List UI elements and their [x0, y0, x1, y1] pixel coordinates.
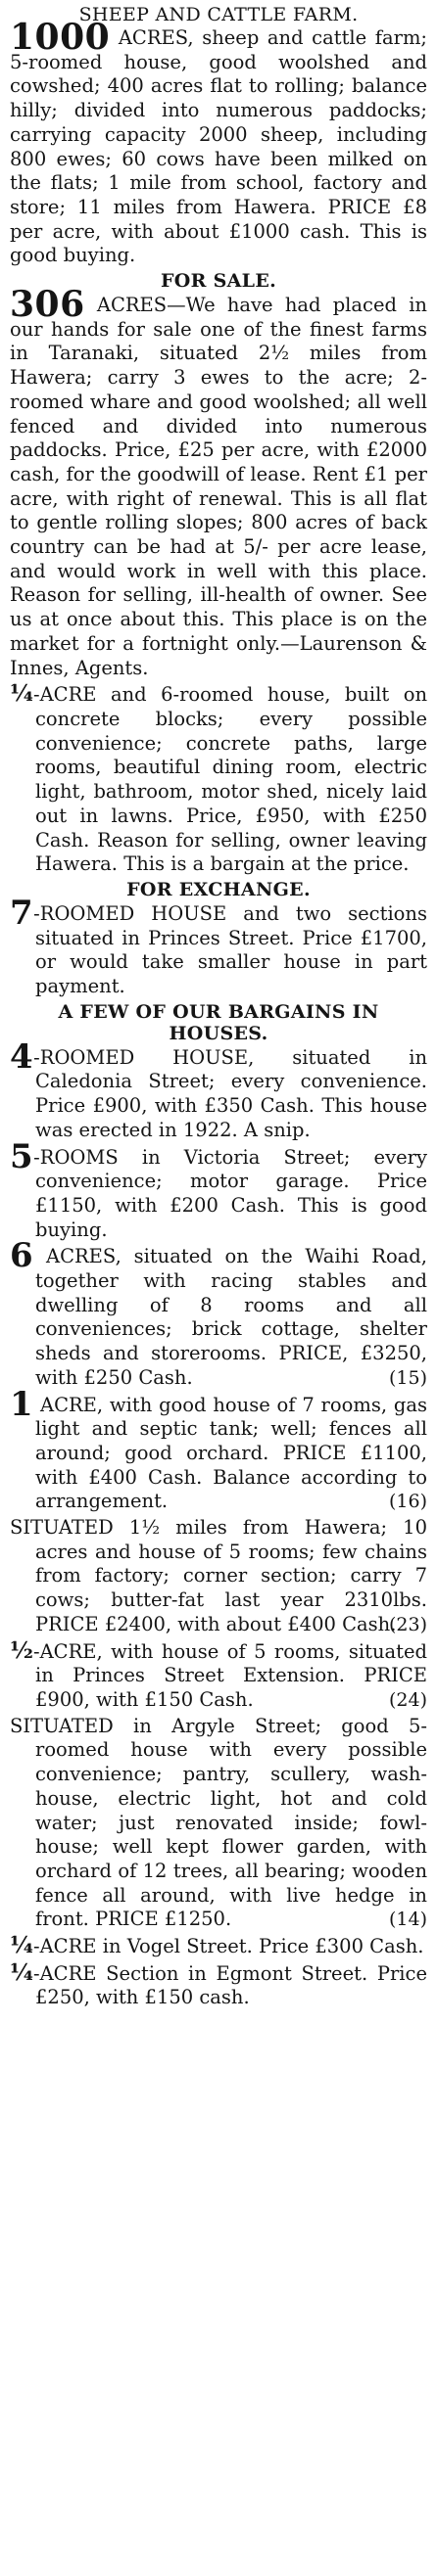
listing-reference: (23): [388, 1613, 427, 1635]
section-heading-sheep: SHEEP AND CATTLE FARM.: [78, 4, 359, 25]
listing-text: ACRES—We have had placed in our hands for sale one of the finest farms in Taranaki, situated 2½ miles from Hawera; carry 3 ewes to the acre; 2-roomed whare and good woolshed; all well fenced and divided into numerous paddocks. Price, £25 per acre, with £2000 cash, for the goodwill of lease. Rent £1 per acre, with right of renewal. This is all flat to gentle rolling slopes; 800 acres of back country can be had at 5/- per acre lease, and would work in well with this place. Reason for selling, ill-health of owner. See us at once about this. This place is on the market for a fortnight only.—Laurenson & Innes, Agents.: [10, 294, 427, 679]
listing-text: ACRES, sheep and cattle farm; 5-roomed house, good woolshed and cowshed; 400 acres flat to rolling; balance hilly; divided into numerous paddocks; carrying capacity 2000 sheep, including 800 ewes; 60 cows have been milked on the flats; 1 mile from school, factory and store; 11 miles from Hawera. PRICE £8 per acre, with about £1000 cash. This is good buying.: [10, 26, 428, 267]
listing-quarter-acre-egmont: [10, 1958, 427, 2010]
listing-lead: ½: [10, 1636, 33, 1664]
listing-text: ACRES, situated on the Waihi Road, together with racing stables and dwelling of 8 rooms and all conveniences; brick cottage, shelter sheds and storerooms. PRICE, £3250, with £250 Cash.: [35, 1245, 427, 1389]
listing-text: -ACRE in Vogel Street. Price £300 Cash.: [33, 1935, 424, 1958]
listing-4-roomed-house: [10, 1036, 427, 1143]
section-heading-bargains: A FEW OF OUR BARGAINS IN HOUSES.: [58, 1000, 379, 1044]
listing-1-acre-7-rooms: [10, 1384, 427, 1515]
listing-lead: 306: [10, 284, 85, 326]
listing-text: -ACRE, with house of 5 rooms, situated in Princes Street Extension. PRICE £900, with £150 Cash.: [33, 1639, 427, 1711]
listing-half-acre-princes: [10, 1636, 427, 1713]
listing-lead: 4: [10, 1036, 34, 1077]
section-heading-for-sale: FOR SALE.: [160, 270, 277, 293]
listing-text: -ROOMS in Victoria Street; every convenience; motor garage. Price £1150, with £200 Cash. This is good buying.: [33, 1145, 427, 1241]
listing-text: SITUATED in Argyle Street; good 5-roomed house with every possible convenience; pantry, scullery, wash-house, electric light, hot and cold water; just renovated inside; fowl-house; well kept flower garden, with orchard of 12 trees, all bearing; wooden fence all around, with live hedge in front. PRICE £1250.: [10, 1714, 427, 1931]
listing-5-rooms-victoria: [10, 1136, 427, 1243]
listing-text: ACRE, with good house of 7 rooms, gas light and septic tank; well; fences all around; good orchard. PRICE £1100, with £400 Cash. Balance according to arrangement.: [35, 1393, 427, 1513]
listing-7-roomed-house: [10, 893, 427, 999]
listing-text: SITUATED 1½ miles from Hawera; 10 acres and house of 5 rooms; few chains from factory; corner section; carry 7 cows; butter-fat last year 2310lbs. PRICE £2400, with about £400 Cash.: [10, 1516, 427, 1635]
listing-10-acres: [10, 1516, 427, 1637]
listing-text: -ROOMED HOUSE and two sections situated in Princes Street. Price £1700, or would take smaller house in part payment.: [33, 901, 427, 998]
listing-lead: ¼: [10, 1958, 33, 1986]
listing-quarter-acre-vogel: [10, 1934, 427, 1959]
listing-reference: (15): [388, 1366, 427, 1389]
listing-lead: 1000: [10, 17, 111, 58]
listing-lead: 7: [10, 893, 34, 933]
listing-quarter-acre-6-roomed: [10, 682, 427, 877]
section-heading-for-exchange: FOR EXCHANGE.: [126, 878, 311, 900]
listing-lead: 6: [10, 1236, 34, 1276]
listing-reference: (24): [388, 1689, 427, 1711]
listing-text: -ACRE and 6-roomed house, built on concrete blocks; every possible convenience; concrete paths, large rooms, beautiful dining room, electric light, bathroom, motor shed, nicely laid out in lawns. Price, £950, with £250 Cash. Reason for selling, owner leaving Hawera. This is a bargain at the price.: [33, 683, 427, 876]
listing-argyle-street: [10, 1715, 427, 1932]
listing-reference: (14): [388, 1909, 427, 1931]
listing-lead: ¼: [10, 680, 33, 708]
listing-text: -ROOMED HOUSE, situated in Caledonia Street; every convenience. Price £900, with £350 Cash. This house was erected in 1922. A snip.: [33, 1045, 427, 1141]
listing-6-acres-waihi: [10, 1236, 427, 1390]
listing-lead: 1: [10, 1384, 34, 1424]
listing-lead: ¼: [10, 1932, 33, 1959]
listing-reference: (16): [388, 1491, 427, 1513]
listing-lead: 5: [10, 1136, 34, 1176]
listing-306-acres: [10, 284, 427, 680]
listing-1000-acres: [10, 17, 428, 268]
listing-text: -ACRE Section in Egmont Street. Price £250, with £150 cash.: [33, 1961, 427, 2009]
